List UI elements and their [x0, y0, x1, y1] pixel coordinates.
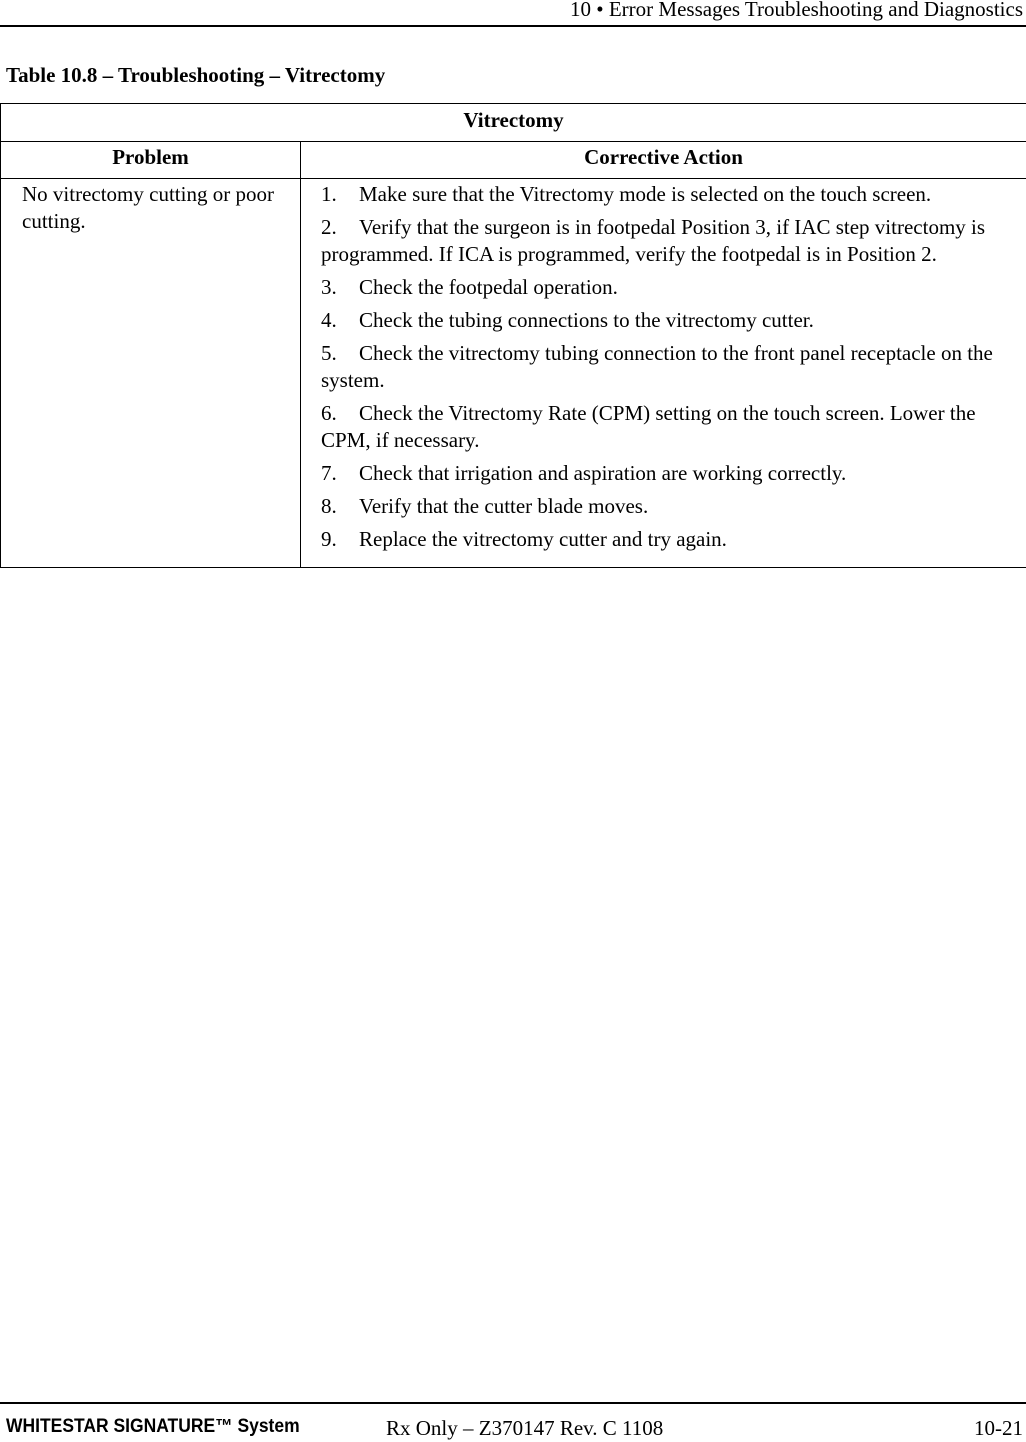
action-number: 3.: [321, 275, 337, 299]
action-text: Verify that the cutter blade moves.: [359, 494, 649, 518]
action-text: Check the footpedal operation.: [359, 275, 618, 299]
column-header-problem: Problem: [1, 142, 301, 179]
action-text: Check the tubing connections to the vitrectomy cutter.: [359, 308, 814, 332]
action-number: 5.: [321, 341, 337, 365]
problem-cell: No vitrectomy cutting or poor cutting.: [1, 179, 301, 568]
action-item: [321, 181, 1006, 208]
action-item: [321, 460, 1006, 487]
corrective-action-list: [321, 181, 1006, 553]
footer-document-id: Rx Only – Z370147 Rev. C 1108: [386, 1416, 664, 1440]
action-text: Replace the vitrectomy cutter and try again.: [359, 527, 727, 551]
action-item: [321, 493, 1006, 520]
table-title: Table 10.8 – Troubleshooting – Vitrectomy: [6, 63, 386, 87]
action-number: 2.: [321, 215, 337, 239]
action-item: [321, 400, 1006, 454]
action-item: [321, 307, 1006, 334]
action-text: Check that irrigation and aspiration are working correctly.: [359, 461, 847, 485]
action-number: 1.: [321, 182, 337, 206]
action-number: 7.: [321, 461, 337, 485]
column-header-corrective-action: Corrective Action: [301, 142, 1026, 179]
corrective-action-cell: [301, 179, 1026, 568]
header-text: 10 • Error Messages Troubleshooting and Diagnostics: [570, 0, 1023, 21]
action-number: 6.: [321, 401, 337, 425]
action-text: Check the vitrectomy tubing connection to the front panel receptacle on the system.: [321, 341, 993, 392]
action-number: 9.: [321, 527, 337, 551]
action-item: [321, 340, 1006, 394]
footer-product-name: WHITESTAR SIGNATURE™ System: [6, 1416, 300, 1437]
troubleshooting-table: [0, 103, 1026, 568]
action-item: [321, 526, 1006, 553]
page-footer: [0, 1402, 1026, 1440]
action-number: 4.: [321, 308, 337, 332]
action-text: Check the Vitrectomy Rate (CPM) setting on the touch screen. Lower the CPM, if necessary.: [321, 401, 976, 452]
table-section-heading: Vitrectomy: [1, 104, 1026, 142]
page-number: 10-21: [974, 1416, 1023, 1440]
action-text: Make sure that the Vitrectomy mode is selected on the touch screen.: [359, 182, 932, 206]
action-text: Verify that the surgeon is in footpedal Position 3, if IAC step vitrectomy is programmed. If ICA is programmed, verify the footpedal is in Position 2.: [321, 215, 986, 266]
page-header: [0, 0, 1026, 27]
action-number: 8.: [321, 494, 337, 518]
action-item: [321, 214, 1006, 268]
action-item: [321, 274, 1006, 301]
table-row: [1, 179, 1026, 568]
